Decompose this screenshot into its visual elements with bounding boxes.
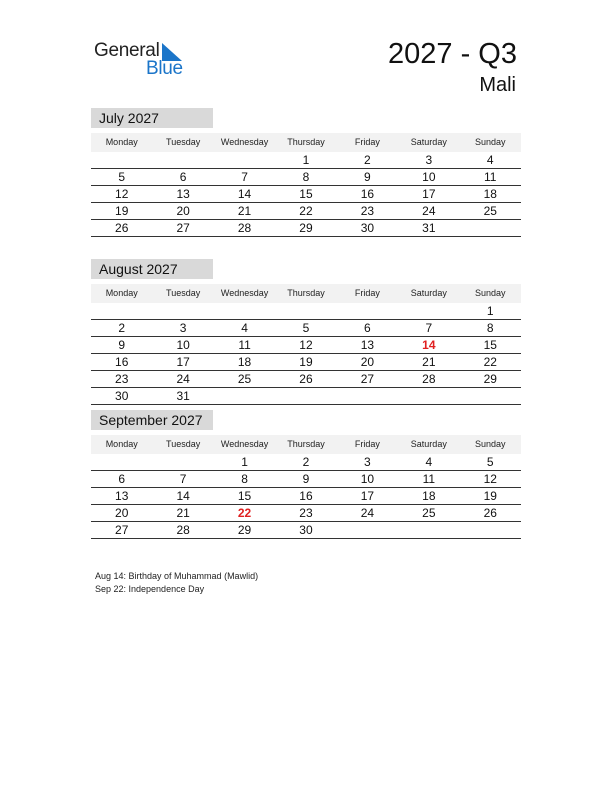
day-cell	[152, 152, 213, 168]
month-label: August 2027	[91, 259, 213, 279]
day-cell: 15	[483, 338, 497, 352]
day-cell	[275, 303, 336, 319]
day-cell: 5	[118, 170, 126, 184]
day-cell: 21	[237, 204, 252, 218]
week-row	[91, 303, 521, 320]
day-cell: 13	[115, 489, 129, 503]
month-label: July 2027	[91, 108, 213, 128]
quarter-title: 2027 - Q3	[388, 38, 517, 70]
weekday-label: Monday	[105, 288, 138, 298]
weekday-label: Friday	[354, 137, 380, 147]
logo-blue-text: Blue	[146, 58, 183, 79]
week-row	[91, 354, 521, 371]
week-row	[91, 454, 521, 471]
day-cell	[460, 522, 521, 538]
day-cell: 27	[360, 372, 375, 386]
weekday-label: Friday	[354, 288, 380, 298]
month-label: September 2027	[91, 410, 213, 430]
day-cell: 9	[364, 170, 371, 184]
logo-general-text: General	[94, 40, 160, 61]
holiday-note: Aug 14: Birthday of Muhammad (Mawlid)	[95, 571, 259, 581]
day-cell: 1	[486, 304, 494, 318]
week-row	[91, 220, 521, 237]
day-cell: 14	[176, 489, 190, 503]
day-cell: 21	[422, 355, 436, 369]
day-cell: 17	[176, 355, 190, 369]
day-cell: 22	[299, 204, 313, 218]
day-cell: 28	[237, 221, 252, 235]
day-cell	[91, 152, 152, 168]
day-cell: 29	[237, 523, 252, 537]
day-cell: 11	[484, 170, 497, 184]
day-cell: 8	[486, 321, 494, 335]
weekday-label: Friday	[354, 439, 380, 449]
day-cell: 20	[176, 204, 190, 218]
week-row	[91, 505, 521, 522]
weekday-label: Thursday	[287, 137, 325, 147]
day-cell: 7	[241, 170, 248, 184]
day-cell: 2	[118, 321, 126, 335]
day-cell: 13	[360, 338, 375, 352]
day-cell: 3	[179, 321, 187, 335]
day-cell: 26	[115, 221, 129, 235]
week-row	[91, 169, 521, 186]
day-cell: 4	[425, 455, 433, 469]
day-cell	[398, 388, 459, 404]
week-row	[91, 320, 521, 337]
weekday-label: Monday	[105, 137, 138, 147]
day-cell: 7	[425, 321, 433, 335]
weekday-label: Sunday	[474, 137, 506, 147]
day-cell: 5	[486, 455, 494, 469]
weekday-header	[91, 284, 521, 303]
day-cell: 19	[483, 489, 497, 503]
weekday-label: Saturday	[410, 288, 447, 298]
weekday-header	[91, 133, 521, 152]
day-cell: 30	[299, 523, 313, 537]
day-cell: 31	[176, 389, 190, 403]
weekday-header	[91, 435, 521, 454]
day-cell: 16	[299, 489, 313, 503]
day-cell: 23	[360, 204, 375, 218]
day-cell: 19	[115, 204, 129, 218]
week-row	[91, 371, 521, 388]
day-cell: 25	[483, 204, 497, 218]
day-cell: 5	[302, 321, 310, 335]
day-cell: 24	[422, 204, 436, 218]
day-cell: 26	[299, 372, 313, 386]
day-cell: 29	[483, 372, 497, 386]
day-cell	[398, 522, 459, 538]
day-cell: 14	[237, 187, 252, 201]
week-row	[91, 388, 521, 405]
weekday-label: Thursday	[287, 288, 325, 298]
weekday-label: Saturday	[410, 439, 447, 449]
day-cell: 9	[118, 338, 126, 352]
day-cell: 20	[115, 506, 129, 520]
weekday-label: Tuesday	[166, 288, 201, 298]
day-cell: 30	[115, 389, 129, 403]
day-cell: 1	[302, 153, 310, 167]
day-cell: 23	[299, 506, 313, 520]
day-cell	[91, 303, 152, 319]
day-cell: 12	[483, 472, 497, 486]
day-cell	[337, 522, 398, 538]
day-cell: 24	[176, 372, 190, 386]
day-cell: 26	[483, 506, 497, 520]
day-cell: 2	[364, 153, 371, 167]
day-cell: 12	[299, 338, 313, 352]
holiday-note: Sep 22: Independence Day	[95, 584, 205, 594]
day-cell: 25	[237, 372, 252, 386]
day-cell: 6	[118, 472, 126, 486]
day-cell: 18	[422, 489, 436, 503]
day-cell: 6	[179, 170, 187, 184]
logo	[94, 40, 194, 80]
day-cell	[214, 303, 275, 319]
day-cell: 2	[302, 455, 310, 469]
day-cell: 21	[176, 506, 190, 520]
day-cell: 15	[237, 489, 252, 503]
weekday-label: Saturday	[410, 137, 447, 147]
weekday-label: Sunday	[474, 439, 506, 449]
weekday-label: Wednesday	[220, 137, 269, 147]
day-cell: 8	[241, 472, 248, 486]
day-cell: 31	[422, 221, 436, 235]
week-row	[91, 522, 521, 539]
day-cell: 15	[299, 187, 313, 201]
day-cell: 4	[486, 153, 494, 167]
weekday-label: Thursday	[287, 439, 325, 449]
day-cell	[91, 454, 152, 470]
day-cell	[214, 152, 275, 168]
day-cell: 22	[483, 355, 497, 369]
day-cell: 16	[115, 355, 129, 369]
day-cell: 13	[176, 187, 190, 201]
day-cell: 9	[302, 472, 310, 486]
day-cell: 28	[176, 523, 190, 537]
day-cell: 28	[422, 372, 436, 386]
week-row	[91, 186, 521, 203]
week-row	[91, 152, 521, 169]
day-cell: 24	[360, 506, 375, 520]
week-row	[91, 203, 521, 220]
day-cell	[398, 303, 459, 319]
weekday-label: Wednesday	[220, 288, 269, 298]
day-cell	[460, 220, 521, 236]
day-cell: 25	[422, 506, 436, 520]
day-cell: 19	[299, 355, 313, 369]
day-cell	[337, 303, 398, 319]
day-cell: 29	[299, 221, 313, 235]
weekday-label: Monday	[105, 439, 138, 449]
weekday-label: Wednesday	[220, 439, 269, 449]
month-july	[91, 108, 521, 237]
day-cell: 22	[237, 506, 252, 520]
day-cell: 17	[360, 489, 375, 503]
day-cell: 17	[422, 187, 436, 201]
day-cell: 7	[179, 472, 187, 486]
day-cell	[337, 388, 398, 404]
day-cell	[460, 388, 521, 404]
day-cell: 14	[422, 338, 436, 352]
weekday-label: Tuesday	[166, 137, 201, 147]
day-cell: 11	[238, 338, 251, 352]
day-cell	[214, 388, 275, 404]
day-cell: 27	[176, 221, 190, 235]
day-cell: 30	[360, 221, 375, 235]
day-cell: 10	[360, 472, 375, 486]
weekday-label: Sunday	[474, 288, 506, 298]
day-cell: 16	[360, 187, 375, 201]
day-cell: 12	[115, 187, 129, 201]
day-cell: 8	[302, 170, 310, 184]
week-row	[91, 488, 521, 505]
month-september	[91, 410, 521, 539]
day-cell	[275, 388, 336, 404]
day-cell: 3	[364, 455, 371, 469]
weekday-label: Tuesday	[166, 439, 201, 449]
day-cell	[152, 303, 213, 319]
week-row	[91, 337, 521, 354]
day-cell: 1	[241, 455, 248, 469]
week-row	[91, 471, 521, 488]
day-cell	[152, 454, 213, 470]
day-cell: 4	[241, 321, 248, 335]
day-cell: 27	[115, 523, 129, 537]
day-cell: 11	[422, 472, 436, 486]
day-cell: 23	[115, 372, 129, 386]
day-cell: 3	[425, 153, 433, 167]
day-cell: 18	[483, 187, 497, 201]
day-cell: 6	[364, 321, 371, 335]
day-cell: 20	[360, 355, 375, 369]
month-august	[91, 259, 521, 405]
country-name: Mali	[479, 74, 516, 96]
day-cell: 18	[237, 355, 252, 369]
day-cell: 10	[176, 338, 190, 352]
day-cell: 10	[422, 170, 436, 184]
holiday-notes	[95, 570, 258, 596]
